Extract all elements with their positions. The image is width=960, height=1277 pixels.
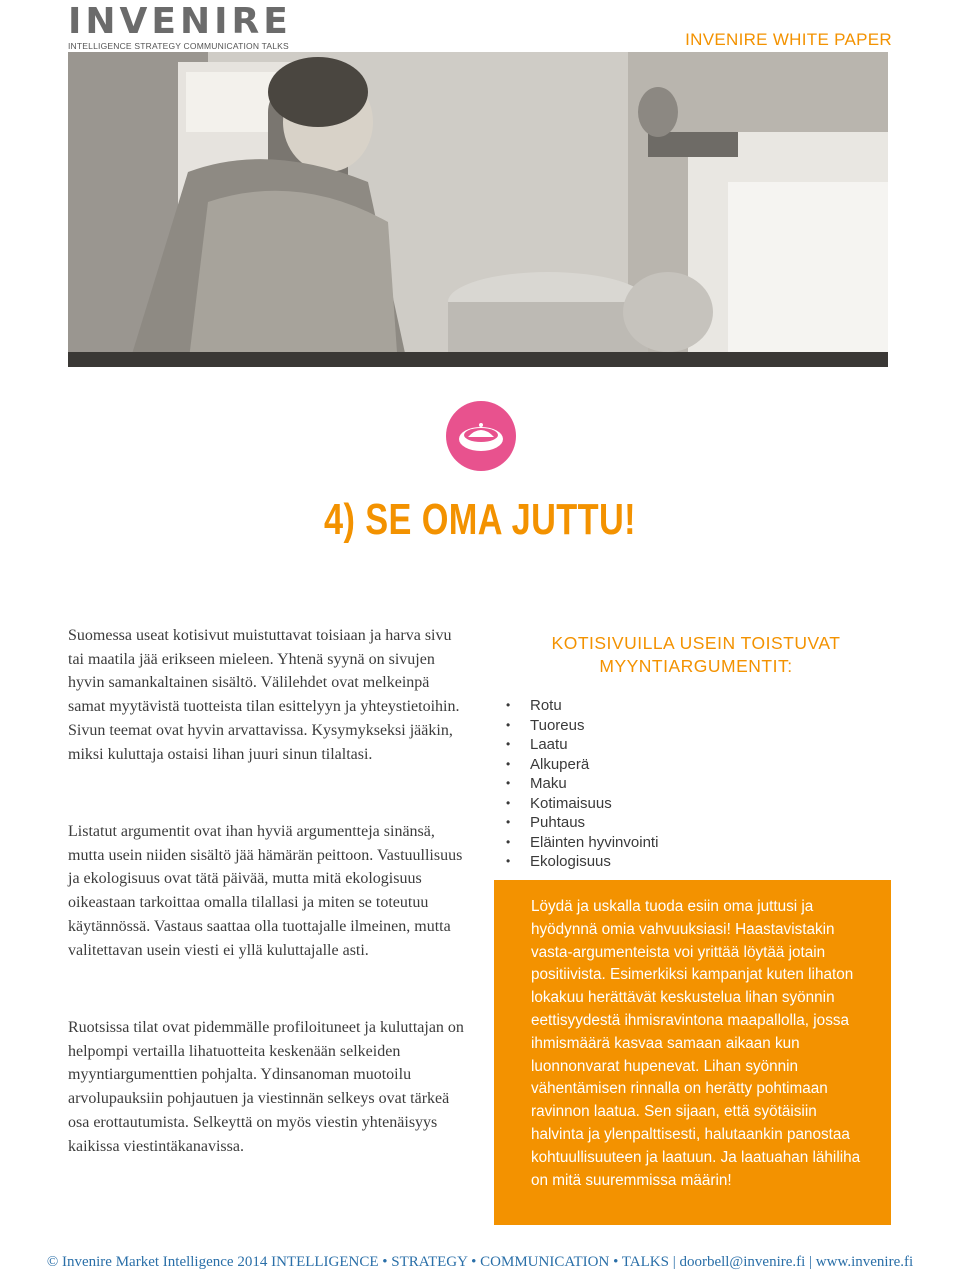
list-item: • Tuoreus	[506, 716, 658, 736]
list-item: • Ekologisuus	[506, 852, 658, 872]
plate-cloche-icon	[446, 401, 516, 471]
sidebar-heading-line1: KOTISIVUILLA USEIN TOISTUVAT	[551, 633, 841, 653]
hero-photo	[68, 52, 888, 367]
list-item: • Kotimaisuus	[506, 794, 658, 814]
logo-tagline: INTELLIGENCE STRATEGY COMMUNICATION TALKS	[68, 41, 289, 51]
document-label: INVENIRE WHITE PAPER	[685, 30, 892, 49]
paragraph-text: Listatut argumentit ovat ihan hyviä argumentteja sinänsä, mutta usein niiden sisältö jää hämärän peittoon. Vastuullisuus ja ekologisuus ovat tätä päivää, mutta mitä ekologisuus oikeastaan tarkoittaa omalla tilallasi ja miten se toteutuu käytännössä. Vastaus saattaa olla tuottajalle ilmeinen, mutta valitettavan usein viesti ei yllä kuluttajalle asti.	[68, 823, 463, 959]
sales-argument-list	[506, 696, 658, 872]
list-item: • Eläinten hyvinvointi	[506, 833, 658, 853]
body-paragraph-1	[68, 624, 468, 766]
list-item: • Laatu	[506, 735, 658, 755]
logo-wordmark: INVENIRE	[68, 1, 292, 42]
callout-text: Löydä ja uskalla tuoda esiin oma juttusi ja hyödynnä omia vahvuuksiasi! Haastavistakin vasta-argumenteista voi yrittää löytää jotain positiivista. Esimerkiksi kampanjat kuten lihaton lokakuu herättävät keskustelua lihan syönnin eettisyydestä ihmisravintona maapallolla, jossa ihmismäärä kasvaa samaan aikaan kun luonnonvarat hupenevat. Lihan syönnin vähentämisen rinnalla on herätty pohtimaan ravinnon laatua. Sen sijaan, että syötäisiin halvinta ja ylenpalttisesti, halutaankin panostaa kohtuullisuuteen ja laatuun. Ja laatuahan lähiliha on mitä suuremmissa määrin!	[531, 898, 861, 1189]
sidebar-heading-line2: MYYNTIARGUMENTIT:	[599, 656, 793, 676]
callout-box	[494, 880, 891, 1225]
list-item: • Rotu	[506, 696, 658, 716]
paragraph-text: Suomessa useat kotisivut muistuttavat toisiaan ja harva sivu tai maatila jää erikseen mieleen. Yhtenä syynä on sivujen hyvin samankaltainen sisältö. Välilehdet ovat melkeinpä samat myytävistä tuotteista tilan esittelyyn ja yhteystietoihin. Sivun teemat ovat hyvin arvattavissa. Kysymykseksi jääkin, miksi kuluttaja ostaisi lihan juuri sinun tilaltasi.	[68, 627, 460, 763]
list-item: • Puhtaus	[506, 813, 658, 833]
footer: © Invenire Market Intelligence 2014 INTELLIGENCE • STRATEGY • COMMUNICATION • TALKS | doorbell@invenire.fi | www.invenire.fi	[46, 1254, 914, 1270]
list-item: • Maku	[506, 774, 658, 794]
sidebar-heading	[502, 632, 890, 678]
section-title: 4) SE OMA JUTTU!	[324, 495, 636, 544]
paragraph-text: Ruotsissa tilat ovat pidemmälle profiloituneet ja kuluttajan on helpompi vertailla lihatuotteita keskenään selkeiden myyntiargumenttien pohjalta. Ydinsanoman muotoilu arvolupauksiin pohjautuen ja viestinnän selkeys ovat tärkeä osa erottautumista. Selkeyttä on myös viestin yhtenäisyys kaikissa viestintäkanavissa.	[68, 1019, 464, 1155]
invenire-logo	[68, 2, 292, 51]
body-paragraph-2	[68, 820, 468, 962]
body-paragraph-3	[68, 1016, 468, 1158]
list-item: • Alkuperä	[506, 755, 658, 775]
